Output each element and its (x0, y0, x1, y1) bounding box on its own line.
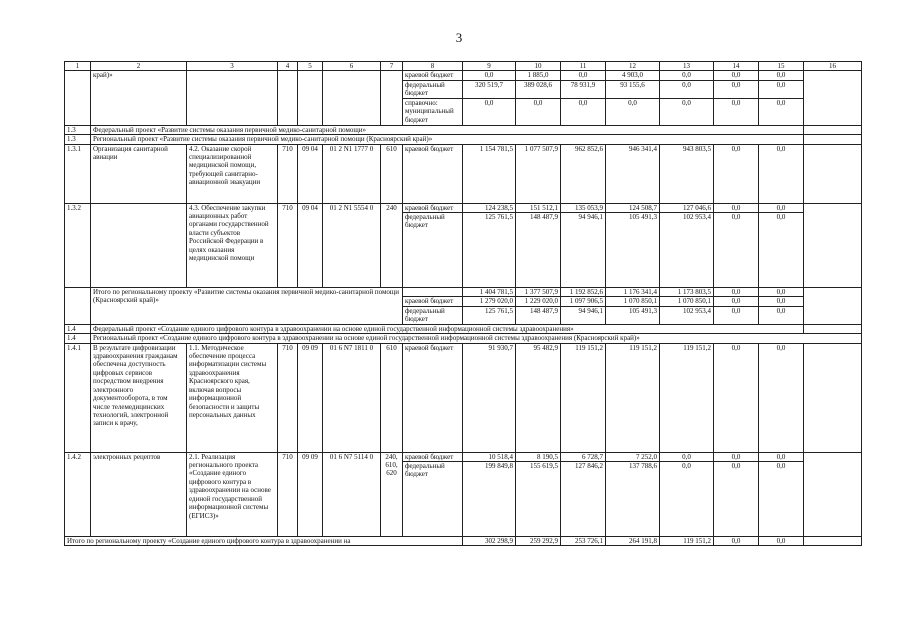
value-cell: 1 077 507,9 (516, 144, 561, 203)
value-cell: 0,0 (759, 297, 804, 306)
value-cell: 0,0 (759, 71, 804, 80)
value-cell: 0,0 (759, 80, 804, 98)
value-cell: 95 482,9 (516, 343, 561, 452)
budget-source: краевой бюджет (403, 203, 463, 212)
value-cell: 6 728,7 (561, 452, 606, 461)
column-number: 3 (187, 62, 278, 71)
vr-code: 610 (381, 144, 403, 203)
value-cell: 0,0 (759, 452, 804, 461)
column-number-row (65, 62, 862, 71)
value-cell: 0,0 (463, 98, 516, 125)
value-cell: 8 190,5 (516, 452, 561, 461)
value-cell: 1 229 020,0 (516, 297, 561, 306)
value-cell: 1 377 507,9 (516, 288, 561, 297)
value-cell: 0,0 (714, 71, 759, 80)
budget-source: краевой бюджет (403, 452, 463, 461)
value-cell: 105 491,3 (606, 306, 660, 324)
grbs-code: 710 (278, 203, 298, 287)
value-cell: 155 619,5 (516, 462, 561, 537)
value-cell: 119 151,2 (660, 537, 714, 546)
event-cell: 4.3. Обеспечение закупки авиационных работ органами государственной власти субъектов Российской Федерации в целях оказания медицинской помощи (187, 203, 278, 287)
table-row (65, 343, 862, 452)
column-number: 6 (323, 62, 381, 71)
value-cell: 102 953,4 (660, 213, 714, 288)
budget-source: федеральный бюджет (403, 306, 463, 324)
value-cell: 0,0 (759, 98, 804, 125)
budget-source: справочно: муниципальный бюджет (403, 98, 463, 125)
csr-code: 01 6 N7 5114 0 (323, 452, 381, 536)
value-cell: 0,0 (759, 462, 804, 537)
rzpr-code: 09 04 (298, 203, 323, 287)
section-row (65, 135, 862, 144)
value-cell: 1 070 850,1 (606, 297, 660, 306)
value-cell: 1 279 020,0 (463, 297, 516, 306)
value-cell: 124 508,7 (606, 203, 660, 212)
grbs-code: 710 (278, 144, 298, 203)
section-title: Региональный проект «Создание единого цифрового контура в здравоохранении на основе единой государственной информационной системы здравоохранения (Красноярский край)» (91, 334, 862, 343)
vr-code: 240, 610, 620 (381, 452, 403, 536)
value-cell: 148 487,9 (516, 306, 561, 324)
value-cell: 127 846,2 (561, 462, 606, 537)
value-cell: 0,0 (660, 80, 714, 98)
total-row (65, 537, 862, 546)
value-cell: 0,0 (759, 537, 804, 546)
row-number: 1.4 (65, 334, 91, 343)
event-cell: 1.1. Методическое обеспечение процесса информатизации системы здравоохранения Красноярского края, включая вопросы информационной безопасности и защиты персональных данных (187, 343, 278, 452)
value-cell: 0,0 (714, 537, 759, 546)
event-cell: 2.1. Реализация регионального проекта «Создание единого цифрового контура в здравоохранении на основе единой государственной информационной системы (ЕГИСЗ)» (187, 452, 278, 536)
value-cell: 0,0 (759, 288, 804, 297)
value-cell: 1 097 906,5 (561, 297, 606, 306)
value-cell: 124 238,5 (463, 203, 516, 212)
row-number: 1.4.1 (65, 343, 91, 452)
value-cell: 1 192 852,6 (561, 288, 606, 297)
value-cell: 0,0 (561, 71, 606, 80)
budget-source: краевой бюджет (403, 144, 463, 203)
value-cell: 1 173 803,5 (660, 288, 714, 297)
row-number: 1.3.1 (65, 144, 91, 203)
value-cell: 0,0 (660, 452, 714, 461)
value-cell: 0,0 (759, 306, 804, 324)
rzpr-code: 09 04 (298, 144, 323, 203)
value-cell: 0,0 (714, 80, 759, 98)
table-row (65, 203, 862, 212)
value-cell: 10 518,4 (463, 452, 516, 461)
csr-code: 01 2 N1 5554 0 (323, 203, 381, 287)
value-cell: 0,0 (714, 213, 759, 288)
value-cell: 389 028,6 (516, 80, 561, 98)
budget-source: краевой бюджет (403, 71, 463, 80)
column-number: 9 (463, 62, 516, 71)
budget-source: краевой бюджет (403, 343, 463, 452)
table-row (65, 71, 862, 80)
column-number: 4 (278, 62, 298, 71)
column-number: 7 (381, 62, 403, 71)
column-number: 13 (660, 62, 714, 71)
column-number: 15 (759, 62, 804, 71)
value-cell: 0,0 (759, 343, 804, 452)
column-number: 8 (403, 62, 463, 71)
value-cell: 0,0 (714, 144, 759, 203)
total-title: Итого по региональному проекту «Развитие системы оказания первичной медико-санитарной помощи (Красноярский край)» (91, 288, 403, 325)
rzpr-code: 09 09 (298, 343, 323, 452)
value-cell: 0,0 (759, 144, 804, 203)
grbs-code: 710 (278, 343, 298, 452)
value-cell: 78 931,9 (561, 80, 606, 98)
value-cell: 91 930,7 (463, 343, 516, 452)
total-row (65, 288, 862, 297)
section-row (65, 125, 862, 134)
value-cell: 0,0 (606, 98, 660, 125)
rzpr-code: 09 09 (298, 452, 323, 536)
grbs-code: 710 (278, 452, 298, 536)
value-cell: 302 298,9 (463, 537, 516, 546)
value-cell: 1 154 781,5 (463, 144, 516, 203)
value-cell: 0,0 (714, 98, 759, 125)
value-cell: 0,0 (714, 343, 759, 452)
value-cell: 105 491,3 (606, 213, 660, 288)
vr-code: 240 (381, 203, 403, 287)
total-title: Итого по региональному проекту «Создание единого цифрового контура в здравоохранении на (65, 537, 463, 546)
value-cell: 0,0 (714, 462, 759, 537)
column-number: 14 (714, 62, 759, 71)
value-cell: 259 292,9 (516, 537, 561, 546)
row-number: 1.3 (65, 125, 91, 134)
table-row (65, 452, 862, 461)
value-cell: 946 341,4 (606, 144, 660, 203)
section-title: Федеральный проект «Создание единого цифрового контура в здравоохранении на основе единой государственной информационной системы здравоохранения» (91, 324, 804, 333)
value-cell: 0,0 (714, 306, 759, 324)
value-cell: 0,0 (660, 462, 714, 537)
row-number: 1.4 (65, 324, 91, 333)
value-cell: 125 761,5 (463, 213, 516, 288)
value-cell: 0,0 (759, 203, 804, 212)
section-title: Федеральный проект «Развитие системы оказания первичной медико-санитарной помощи» (91, 125, 804, 134)
value-cell: 1 885,0 (516, 71, 561, 80)
section-title: Региональный проект «Развитие системы оказания первичной медико-санитарной помощи (Красноярский край)» (91, 135, 804, 144)
value-cell: 119 151,2 (561, 343, 606, 452)
column-number: 2 (91, 62, 187, 71)
value-cell: 0,0 (660, 71, 714, 80)
value-cell: 1 176 341,4 (606, 288, 660, 297)
column-number: 11 (561, 62, 606, 71)
value-cell: 119 151,2 (660, 343, 714, 452)
column-number: 12 (606, 62, 660, 71)
row-number: 1.3 (65, 135, 91, 144)
value-cell: 0,0 (714, 297, 759, 306)
value-cell: 102 953,4 (660, 306, 714, 324)
value-cell: 0,0 (714, 452, 759, 461)
value-cell: 135 053,9 (561, 203, 606, 212)
value-cell: 199 849,8 (463, 462, 516, 537)
event-cell: 4.2. Оказание скорой специализированной медицинской помощи, требующей санитарно-авиационной эвакуации (187, 144, 278, 203)
value-cell: 0,0 (660, 98, 714, 125)
value-cell: 943 803,5 (660, 144, 714, 203)
page-number: 3 (455, 30, 463, 45)
value-cell: 137 788,6 (606, 462, 660, 537)
column-number: 1 (65, 62, 91, 71)
value-cell: 0,0 (759, 213, 804, 288)
table-row (65, 144, 862, 203)
value-cell: 7 252,0 (606, 452, 660, 461)
value-cell: 0,0 (714, 203, 759, 212)
value-cell: 125 761,5 (463, 306, 516, 324)
value-cell: 253 726,1 (561, 537, 606, 546)
column-number: 10 (516, 62, 561, 71)
value-cell: 94 946,1 (561, 213, 606, 288)
vr-code: 610 (381, 343, 403, 452)
budget-source: федеральный бюджет (403, 213, 463, 288)
budget-source: федеральный бюджет (403, 80, 463, 98)
csr-code: 01 6 N7 1811 0 (323, 343, 381, 452)
value-cell: 4 903,0 (606, 71, 660, 80)
value-cell: 0,0 (714, 288, 759, 297)
budget-source: краевой бюджет (403, 297, 463, 306)
section-row (65, 334, 862, 343)
value-cell: 0,0 (516, 98, 561, 125)
value-cell: 1 404 781,5 (463, 288, 516, 297)
value-cell: 1 070 850,1 (660, 297, 714, 306)
row-number: 1.3.2 (65, 203, 91, 287)
value-cell: 127 046,6 (660, 203, 714, 212)
value-cell: 962 852,6 (561, 144, 606, 203)
csr-code: 01 2 N1 1777 0 (323, 144, 381, 203)
value-cell: 93 155,6 (606, 80, 660, 98)
goal-cell: В результате цифровизации здравоохранения гражданам обеспечена доступность цифровых сервисов посредством внедрения электронного документооборота, в том числе телемедицинских технологий, электронной записи к врачу, (91, 343, 187, 452)
column-number: 16 (804, 62, 862, 71)
value-cell: 148 487,9 (516, 213, 561, 288)
value-cell: 0,0 (561, 98, 606, 125)
budget-source: федеральный бюджет (403, 462, 463, 537)
value-cell: 0,0 (463, 71, 516, 80)
column-number: 5 (298, 62, 323, 71)
budget-table (64, 61, 862, 546)
value-cell: 264 191,8 (606, 537, 660, 546)
goal-cell: Организация санитарной авиации (91, 144, 187, 203)
value-cell: 94 946,1 (561, 306, 606, 324)
goal-cell: электронных рецептов (91, 452, 187, 536)
goal-cell: край)» (91, 71, 187, 125)
section-row (65, 324, 862, 333)
value-cell: 119 151,2 (606, 343, 660, 452)
value-cell: 151 512,1 (516, 203, 561, 212)
value-cell: 320 519,7 (463, 80, 516, 98)
row-number: 1.4.2 (65, 452, 91, 536)
